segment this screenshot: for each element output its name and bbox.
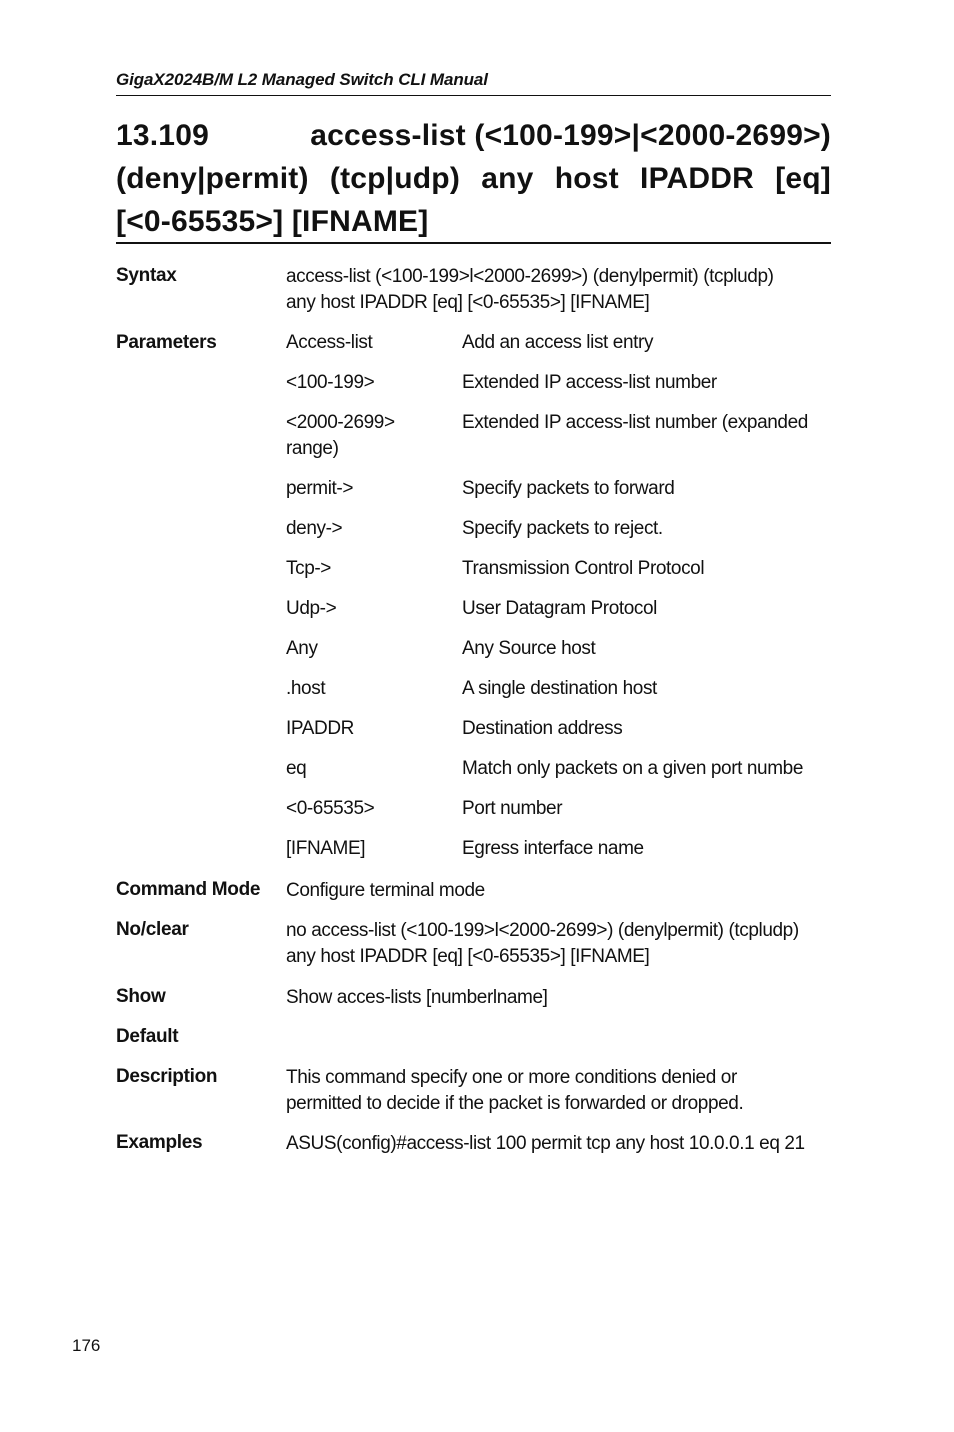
param-desc: Egress interface name [462, 838, 644, 859]
param-desc: Specify packets to reject. [462, 518, 663, 539]
param-name: Access-list [286, 332, 373, 353]
param-desc: Transmission Control Protocol [462, 558, 705, 579]
param-name: deny-> [286, 518, 343, 539]
param-desc: A single destination host [462, 678, 657, 699]
title-word: host [554, 162, 619, 195]
syntax-line-2: any host IPADDR [eq] [<0-65535>] [IFNAME] [286, 292, 650, 313]
param-desc: Match only packets on a given port numbe [462, 758, 803, 779]
syntax-value [286, 264, 836, 316]
page-number: 176 [72, 1336, 101, 1355]
examples-value: ASUS(config)#access-list 100 permit tcp any host 10.0.0.1 eq 21 [286, 1133, 805, 1154]
syntax-label: Syntax [116, 265, 177, 286]
param-desc: Port number [462, 798, 563, 819]
param-desc-wrap: range) [286, 438, 339, 459]
param-name: <2000-2699> [286, 412, 395, 433]
param-name: IPADDR [286, 718, 354, 739]
param-name: .host [286, 678, 326, 699]
param-name: Tcp-> [286, 558, 331, 579]
section-title-line-3 [116, 200, 831, 243]
description-label: Description [116, 1066, 218, 1087]
no-clear-line-1: no access-list (<100-199>l<2000-2699>) (denylpermit) (tcpludp) [286, 920, 799, 941]
param-name: eq [286, 758, 307, 779]
section-title-text-3: [<0-65535>] [IFNAME] [116, 205, 429, 238]
title-rule [116, 242, 831, 244]
param-desc: Extended IP access-list number (expanded [462, 412, 808, 433]
param-name: Any [286, 638, 318, 659]
param-name: <100-199> [286, 372, 375, 393]
examples-label: Examples [116, 1132, 203, 1153]
title-word: any [481, 162, 534, 195]
section-title [116, 114, 831, 243]
param-desc: Any Source host [462, 638, 596, 659]
param-desc: User Datagram Protocol [462, 598, 657, 619]
description-line-2: permitted to decide if the packet is forwarded or dropped. [286, 1093, 744, 1114]
description-value [286, 1065, 836, 1117]
default-label: Default [116, 1026, 179, 1047]
param-name: permit-> [286, 478, 354, 499]
no-clear-line-2: any host IPADDR [eq] [<0-65535>] [IFNAME] [286, 946, 650, 967]
show-label: Show [116, 986, 166, 1007]
title-word: (deny|permit) [116, 162, 309, 195]
description-line-1: This command specify one or more conditions denied or [286, 1067, 737, 1088]
running-header: GigaX2024B/M L2 Managed Switch CLI Manual [116, 70, 488, 89]
param-desc: Specify packets to forward [462, 478, 675, 499]
parameters-label: Parameters [116, 332, 217, 353]
syntax-line-1: access-list (<100-199>l<2000-2699>) (denylpermit) (tcpludp) [286, 266, 774, 287]
title-word: [eq] [775, 162, 831, 195]
section-title-line-2 [116, 157, 831, 200]
param-desc: Destination address [462, 718, 623, 739]
param-name: Udp-> [286, 598, 337, 619]
section-title-line-1 [116, 114, 831, 157]
param-name: [IFNAME] [286, 838, 366, 859]
command-mode-value: Configure terminal mode [286, 880, 485, 901]
section-title-text-1: access-list (<100-199>|<2000-2699>) [310, 119, 831, 152]
param-desc: Add an access list entry [462, 332, 654, 353]
param-name: <0-65535> [286, 798, 375, 819]
section-number: 13.109 [116, 119, 209, 152]
title-word: (tcp|udp) [329, 162, 461, 195]
no-clear-label: No/clear [116, 919, 189, 940]
command-mode-label: Command Mode [116, 879, 261, 900]
param-desc: Extended IP access-list number [462, 372, 717, 393]
title-word: IPADDR [640, 162, 755, 195]
no-clear-value [286, 918, 836, 970]
header-rule [116, 95, 831, 96]
show-value: Show acces-lists [numberlname] [286, 987, 548, 1008]
